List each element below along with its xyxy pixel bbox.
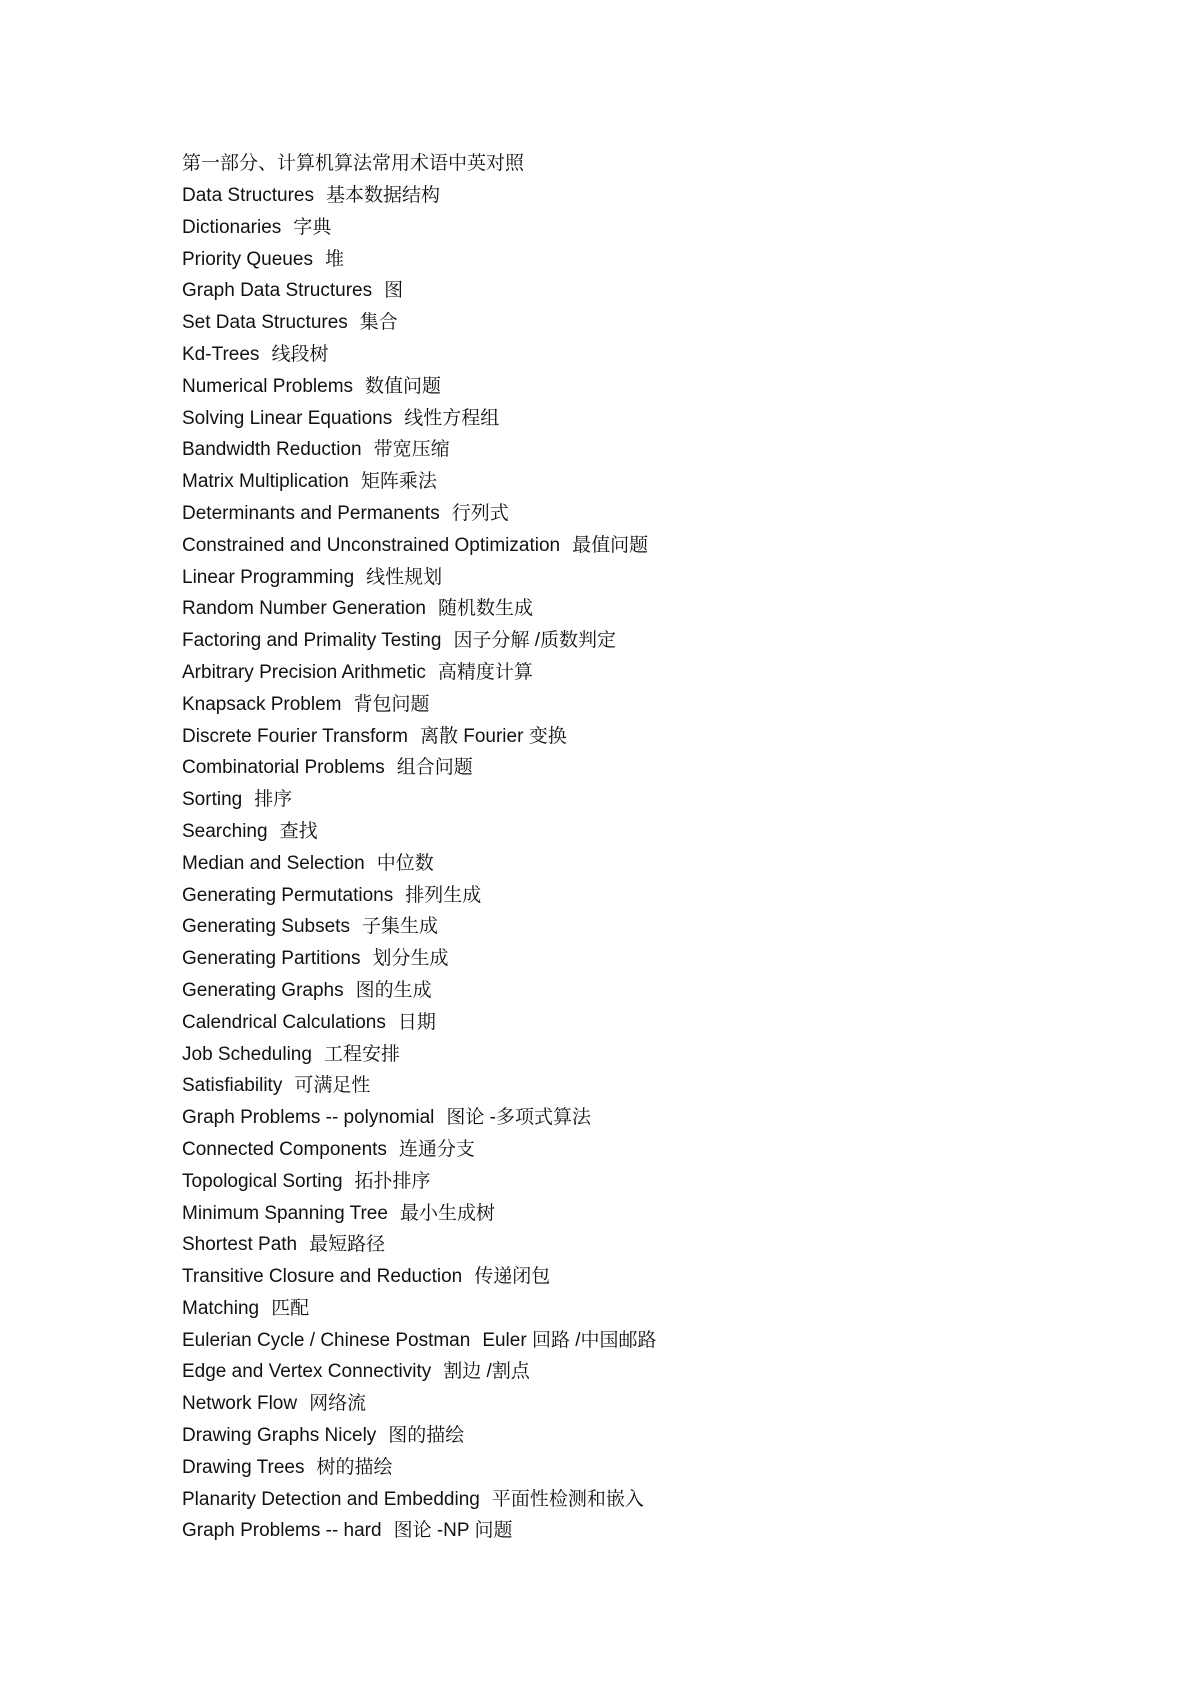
term-row <box>182 403 1082 435</box>
term-english: Generating Partitions <box>182 948 361 970</box>
term-english: Knapsack Problem <box>182 693 342 715</box>
term-chinese: 最值问题 <box>572 534 649 556</box>
term-chinese: 工程安排 <box>323 1043 400 1065</box>
term-row <box>182 752 1082 784</box>
term-chinese: 传递闭包 <box>474 1266 551 1288</box>
term-english: Graph Problems -- hard <box>182 1520 382 1542</box>
term-chinese: 日期 <box>397 1011 436 1033</box>
term-chinese: 图论 -多项式算法 <box>446 1107 591 1129</box>
term-row <box>182 943 1082 975</box>
term-row <box>182 212 1082 244</box>
term-chinese: 线性方程组 <box>404 407 500 429</box>
term-row <box>182 466 1082 498</box>
term-chinese: 网络流 <box>309 1393 367 1415</box>
term-chinese: Euler 回路 /中国邮路 <box>482 1329 657 1351</box>
term-english: Graph Data Structures <box>182 280 373 302</box>
term-english: Generating Subsets <box>182 916 350 938</box>
term-chinese: 数值问题 <box>365 375 442 397</box>
term-english: Job Scheduling <box>182 1043 312 1065</box>
term-row <box>182 1356 1082 1388</box>
term-row <box>182 180 1082 212</box>
term-english: Drawing Trees <box>182 1456 305 1478</box>
term-english: Kd-Trees <box>182 343 260 365</box>
term-chinese: 最小生成树 <box>399 1202 495 1224</box>
section-heading: 第一部分、计算机算法常用术语中英对照 <box>182 153 525 174</box>
term-english: Planarity Detection and Embedding <box>182 1488 480 1510</box>
term-chinese: 基本数据结构 <box>326 185 441 206</box>
term-english: Median and Selection <box>182 852 365 874</box>
glossary-content <box>182 148 1082 1547</box>
term-row <box>182 880 1082 912</box>
term-english: Matrix Multiplication <box>182 471 349 493</box>
term-english: Set Data Structures <box>182 312 348 334</box>
term-row <box>182 371 1082 403</box>
term-row <box>182 975 1082 1007</box>
term-chinese: 中位数 <box>376 852 434 874</box>
term-row <box>182 1166 1082 1198</box>
term-chinese: 组合问题 <box>396 757 473 779</box>
term-row <box>182 593 1082 625</box>
term-chinese: 集合 <box>359 312 398 334</box>
term-chinese: 排序 <box>254 789 293 811</box>
term-english: Graph Problems -- polynomial <box>182 1107 435 1129</box>
term-chinese: 拓扑排序 <box>354 1170 431 1192</box>
term-row <box>182 1007 1082 1039</box>
term-row <box>182 498 1082 530</box>
term-english: Sorting <box>182 789 243 811</box>
term-english: Eulerian Cycle / Chinese Postman <box>182 1329 471 1351</box>
term-chinese: 随机数生成 <box>437 598 533 620</box>
term-english: Bandwidth Reduction <box>182 439 362 461</box>
term-row <box>182 1229 1082 1261</box>
term-english: Data Structures <box>182 185 314 206</box>
term-english: Network Flow <box>182 1393 298 1415</box>
term-chinese: 可满足性 <box>294 1075 371 1097</box>
term-english: Dictionaries <box>182 216 282 238</box>
term-chinese: 背包问题 <box>353 693 430 715</box>
term-row <box>182 1293 1082 1325</box>
term-english: Generating Permutations <box>182 884 394 906</box>
term-english: Combinatorial Problems <box>182 757 385 779</box>
term-row <box>182 530 1082 562</box>
term-chinese: 图论 -NP 问题 <box>393 1520 513 1542</box>
term-chinese: 划分生成 <box>372 948 449 970</box>
term-chinese: 平面性检测和嵌入 <box>491 1488 644 1510</box>
term-chinese: 图的描绘 <box>388 1425 465 1447</box>
term-chinese: 图的生成 <box>355 979 432 1001</box>
term-english: Arbitrary Precision Arithmetic <box>182 661 426 683</box>
term-row <box>182 1420 1082 1452</box>
term-chinese: 离散 Fourier 变换 <box>419 725 567 747</box>
term-row <box>182 1039 1082 1071</box>
term-chinese: 线性规划 <box>366 566 443 588</box>
term-row <box>182 1325 1082 1357</box>
term-english: Linear Programming <box>182 566 355 588</box>
term-row <box>182 434 1082 466</box>
term-english: Factoring and Primality Testing <box>182 630 442 652</box>
term-english: Generating Graphs <box>182 979 344 1001</box>
term-chinese: 查找 <box>279 820 318 842</box>
term-english: Drawing Graphs Nicely <box>182 1425 377 1447</box>
term-row <box>182 784 1082 816</box>
term-english: Edge and Vertex Connectivity <box>182 1361 432 1383</box>
term-chinese: 子集生成 <box>361 916 438 938</box>
term-english: Numerical Problems <box>182 375 354 397</box>
term-english: Calendrical Calculations <box>182 1011 386 1033</box>
term-row <box>182 1452 1082 1484</box>
term-chinese: 割边 /割点 <box>443 1361 530 1383</box>
term-row <box>182 1388 1082 1420</box>
term-row <box>182 562 1082 594</box>
term-english: Transitive Closure and Reduction <box>182 1266 463 1288</box>
term-row <box>182 1198 1082 1230</box>
term-row <box>182 689 1082 721</box>
term-chinese: 线段树 <box>271 343 329 365</box>
term-english: Discrete Fourier Transform <box>182 725 408 747</box>
term-row <box>182 244 1082 276</box>
term-row <box>182 1102 1082 1134</box>
term-row <box>182 848 1082 880</box>
term-chinese: 连通分支 <box>398 1138 475 1160</box>
term-list <box>182 180 1082 1547</box>
term-english: Priority Queues <box>182 248 313 270</box>
term-english: Connected Components <box>182 1138 387 1160</box>
term-row <box>182 657 1082 689</box>
term-chinese: 行列式 <box>451 502 509 524</box>
term-row <box>182 1484 1082 1516</box>
term-chinese: 矩阵乘法 <box>360 471 437 493</box>
term-english: Random Number Generation <box>182 598 426 620</box>
term-row <box>182 1261 1082 1293</box>
term-row <box>182 816 1082 848</box>
term-chinese: 图 <box>384 280 404 302</box>
term-row <box>182 307 1082 339</box>
term-english: Determinants and Permanents <box>182 502 440 524</box>
term-chinese: 堆 <box>324 248 344 270</box>
term-chinese: 最短路径 <box>309 1234 386 1256</box>
term-row <box>182 339 1082 371</box>
term-english: Matching <box>182 1297 260 1319</box>
term-row <box>182 721 1082 753</box>
term-chinese: 排列生成 <box>405 884 482 906</box>
term-chinese: 带宽压缩 <box>373 439 450 461</box>
term-english: Shortest Path <box>182 1234 298 1256</box>
term-row <box>182 911 1082 943</box>
term-english: Satisfiability <box>182 1075 283 1097</box>
term-english: Topological Sorting <box>182 1170 343 1192</box>
term-row <box>182 1070 1082 1102</box>
term-chinese: 树的描绘 <box>316 1456 393 1478</box>
term-english: Solving Linear Equations <box>182 407 393 429</box>
term-row <box>182 275 1082 307</box>
term-english: Minimum Spanning Tree <box>182 1202 388 1224</box>
term-row <box>182 1134 1082 1166</box>
term-english: Constrained and Unconstrained Optimization <box>182 534 561 556</box>
term-chinese: 因子分解 /质数判定 <box>453 630 616 652</box>
term-chinese: 字典 <box>293 216 332 238</box>
term-row <box>182 625 1082 657</box>
term-row <box>182 1515 1082 1547</box>
term-chinese: 匹配 <box>271 1297 310 1319</box>
term-chinese: 高精度计算 <box>437 661 533 683</box>
term-english: Searching <box>182 820 268 842</box>
